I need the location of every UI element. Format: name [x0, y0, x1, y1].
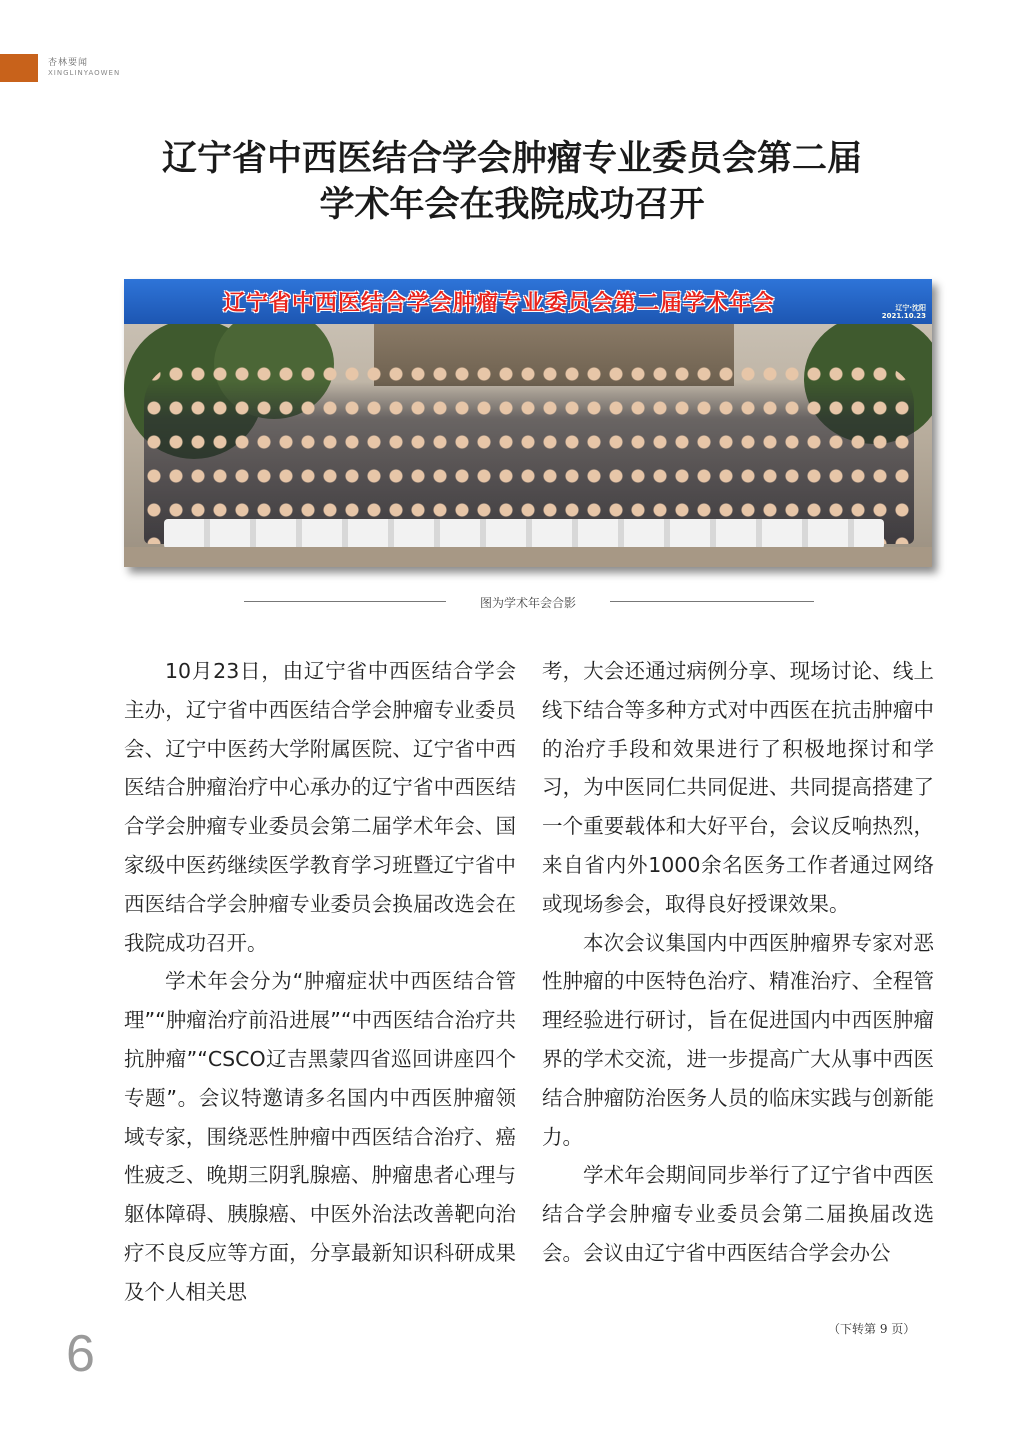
- paragraph: 学术年会期间同步举行了辽宁省中西医结合学会肿瘤专业委员会第二届换届改选会。会议由辽宁省中西医结合学会办公: [542, 1163, 934, 1265]
- photo-chairs: [164, 519, 884, 549]
- caption-rule-right: [610, 601, 814, 602]
- photo-ground: [124, 547, 932, 567]
- section-color-tab: [0, 54, 38, 82]
- banner-text: 辽宁省中西医结合学会肿瘤专业委员会第二届学术年会: [222, 291, 775, 316]
- group-photo: [124, 279, 932, 567]
- body-column-right: [542, 652, 934, 1273]
- banner-date: 2021.10.23: [881, 312, 926, 320]
- article-title-line-2: 学术年会在我院成功召开: [319, 184, 705, 225]
- section-name-english: XINGLINYAOWEN: [48, 69, 121, 77]
- photo-caption: 图为学术年会合影: [479, 596, 576, 610]
- article-title: [0, 136, 1024, 228]
- photo-crowd: [144, 364, 914, 544]
- article-title-line-1: 辽宁省中西医结合学会肿瘤专业委员会第二届: [161, 138, 862, 179]
- banner-location: 辽宁·沈阳: [895, 304, 926, 312]
- page-number: 6: [66, 1325, 95, 1383]
- paragraph: 10月23日，由辽宁省中西医结合学会主办，辽宁省中西医结合学会肿瘤专业委员会、辽宁中医药大学附属医院、辽宁省中西医结合肿瘤治疗中心承办的辽宁省中西医结合学会肿瘤专业委员会第二届学术年会、国家级中医药继续医学教育学习班暨辽宁省中西医结合学会肿瘤专业委员会换届改选会在我院成功召开。: [124, 659, 516, 955]
- paragraph: 学术年会分为“肿瘤症状中西医结合管理”“肿瘤治疗前沿进展”“中西医结合治疗共抗肿瘤”“CSCO辽吉黑蒙四省巡回讲座四个专题”。会议特邀请多名国内中西医肿瘤领域专家，围绕恶性肿瘤中西医结合治疗、癌性疲乏、晚期三阴乳腺癌、肿瘤患者心理与躯体障碍、胰腺癌、中医外治法改善靶向治疗不良反应等方面，分享最新知识科研成果及个人相关思: [124, 969, 516, 1304]
- photo-banner: [124, 279, 932, 324]
- paragraph: 考，大会还通过病例分享、现场讨论、线上线下结合等多种方式对中西医在抗击肿瘤中的治疗手段和效果进行了积极地探讨和学习，为中医同仁共同促进、共同提高搭建了一个重要载体和大好平台，会议反响热烈，来自省内外1000余名医务工作者通过网络或现场参会，取得良好授课效果。: [542, 659, 934, 916]
- body-column-left: [124, 652, 516, 1312]
- caption-rule-left: [244, 601, 446, 602]
- section-name: 杏林要闻: [48, 58, 89, 68]
- paragraph: 本次会议集国内中西医肿瘤界专家对恶性肿瘤的中医特色治疗、精准治疗、全程管理经验进行研讨，旨在促进国内中西医肿瘤界的学术交流，进一步提高广大从事中西医结合肿瘤防治医务人员的临床实践与创新能力。: [542, 930, 934, 1149]
- continued-note: （下转第 9 页）: [828, 1322, 916, 1336]
